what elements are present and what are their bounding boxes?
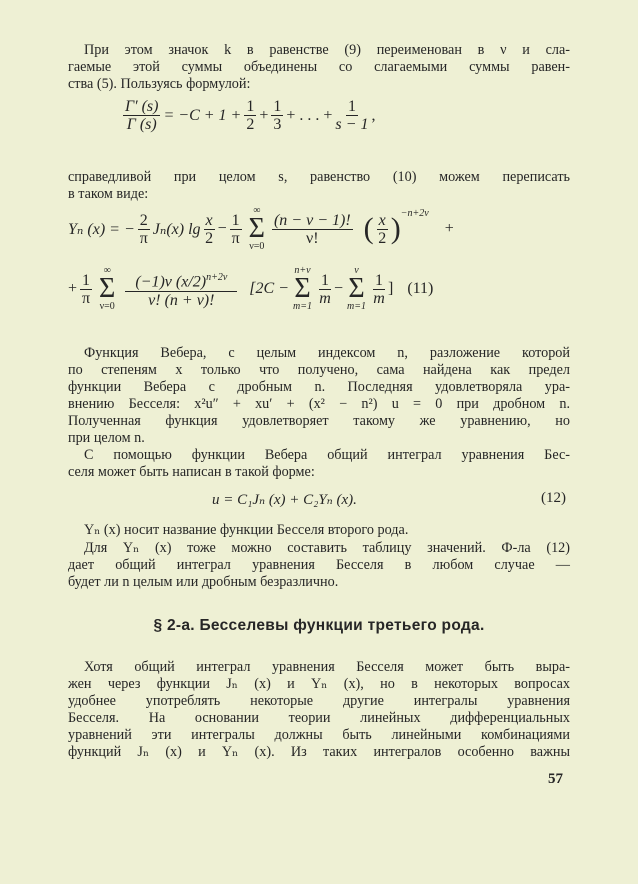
- text-line: гаемые этой суммы объединены со слагаемыми суммы равен-: [68, 59, 570, 75]
- text-line: по степеням x только что получено, сама найдена как предел: [68, 362, 570, 378]
- sum-lower: m=1: [292, 301, 312, 312]
- fraction-num: 1: [82, 271, 91, 289]
- text-line: дает общий интеграл уравнения Бесселя в любом случае —: [68, 557, 570, 573]
- formula-text: [2C −: [249, 280, 289, 297]
- page-number: 57: [548, 771, 563, 787]
- fraction-den: ν! (n + ν)!: [148, 291, 215, 309]
- text-line: в таком виде:: [68, 186, 149, 202]
- text-line: Бесселя. На основании теории линейных дифференциальных: [68, 710, 570, 726]
- text-line: Для Yₙ (x) тоже можно составить таблицу значений. Ф-ла (12): [84, 540, 570, 556]
- text-line: удобнее употреблять некоторые другие интегралы уравнения: [68, 693, 570, 709]
- fraction-den: m: [373, 289, 385, 307]
- fraction-den: π: [139, 229, 148, 247]
- fraction-num: Γ′ (s): [125, 98, 159, 115]
- sum-lower: ν=0: [99, 301, 115, 312]
- section-heading: § 2-а. Бесселевы функции третьего рода.: [153, 617, 485, 634]
- text-line: С помощью функции Вебера общий интеграл уравнения Бес-: [84, 447, 570, 463]
- sum-upper: ν: [354, 265, 359, 276]
- formula-text: Yₙ (x) = −: [68, 221, 135, 238]
- text-line: справедливой при целом s, равенство (10) можем переписать: [68, 169, 570, 185]
- text-line: ства (5). Пользуясь формулой:: [68, 76, 251, 92]
- formula-text: = −C + 1 +: [163, 106, 242, 124]
- formula-text: +: [259, 106, 269, 124]
- formula-text: −: [333, 280, 343, 297]
- fraction-den: 2: [246, 116, 255, 133]
- fraction-den: ν!: [306, 229, 319, 247]
- fraction-den: 2: [205, 229, 214, 247]
- text-line: функции Вебера с дробным n. Последняя удовлетворяла ура-: [68, 379, 570, 395]
- text-line: будет ли n целым или дробным безразлично.: [68, 574, 339, 590]
- text-line: жен через функции Jₙ (x) и Yₙ (x), но в некоторых вопросах: [68, 676, 570, 692]
- text-line: функций Jₙ (x) и Yₙ (x). Из таких интегралов особенно важны: [68, 744, 570, 760]
- text-line: Функция Вебера, с целым индексом n, разложение которой: [84, 345, 570, 361]
- summation: ∞ Σ ν=0: [248, 205, 265, 252]
- formula-text: +: [68, 280, 78, 297]
- sum-lower: ν=0: [249, 241, 265, 252]
- text-line: при целом n.: [68, 430, 145, 446]
- formula-text: Jₙ(x) lg: [152, 221, 201, 238]
- formula-text: + . . . +: [286, 106, 333, 124]
- text-line: Хотя общий интеграл уравнения Бесселя может быть выра-: [84, 659, 570, 675]
- fraction-num: (n − ν − 1)!: [273, 211, 351, 229]
- equation-number: (12): [541, 490, 566, 506]
- fraction-num: 1: [347, 98, 356, 115]
- exponent: −n+2ν: [400, 208, 429, 219]
- text-line: селя может быть написан в такой форме:: [68, 464, 315, 480]
- formula-Y: Yₙ (x) = − $\frac{2}{\pi}$ Jₙ(x) lg $\frac{x}{2}$ − $\frac{1}{\pi}$ ∞ Σ ν=0 $\frac{(n - \nu - 1)!}{\nu!}$ ( $\frac{x}{2}$ ) $^{-n+2\nu}$ +: [68, 205, 454, 252]
- formula-text: ]: [387, 280, 394, 297]
- fraction-den: s − 1: [335, 116, 369, 133]
- sum-upper: n+ν: [294, 265, 311, 276]
- summation: n+ν Σ m=1: [292, 265, 312, 312]
- formula-Y-continued: [68, 266, 433, 312]
- equation-12: u = C₁Jₙ (x) + C₂Yₙ (x).: [212, 492, 357, 508]
- gamma-formula: [120, 98, 375, 133]
- text-line: Полученная функция удовлетворяет такому же уравнению, но: [68, 413, 570, 429]
- formula-text: ,: [371, 106, 376, 124]
- fraction-den: m: [319, 289, 331, 307]
- fraction-num: x: [378, 211, 386, 229]
- fraction-num: 1: [320, 271, 329, 289]
- sum-upper: ∞: [103, 265, 111, 276]
- summation: ∞ Σ ν=0: [99, 265, 116, 312]
- sum-lower: m=1: [347, 301, 366, 312]
- text-line: Yₙ (x) носит название функции Бесселя второго рода.: [84, 522, 409, 538]
- fraction-den: π: [81, 289, 91, 307]
- fraction-num: 2: [139, 211, 148, 229]
- text-line: уравнений эти интегралы должны быть линейными комбинациями: [68, 727, 570, 743]
- fraction-den: 2: [378, 229, 387, 247]
- fraction-num: 1: [273, 98, 282, 115]
- fraction-num: 1: [231, 211, 240, 229]
- text-line: внению Бесселя: x²u″ + xu′ + (x² − n²) u = 0 при дробном n.: [68, 396, 570, 412]
- formula-text: −: [217, 220, 227, 237]
- fraction-den: 3: [273, 116, 282, 133]
- fraction-den: Γ (s): [126, 116, 157, 133]
- formula-text: +: [444, 220, 454, 237]
- equation-number: (11): [407, 280, 434, 297]
- fraction-num: 1: [374, 271, 383, 289]
- fraction-num: 1: [246, 98, 255, 115]
- fraction-den: π: [231, 229, 240, 247]
- sum-upper: ∞: [253, 205, 261, 216]
- summation: ν Σ m=1: [347, 265, 366, 312]
- fraction-num: (−1)ν (x/2): [135, 273, 207, 291]
- fraction-num: x: [205, 211, 213, 229]
- exponent: n+2ν: [206, 272, 228, 284]
- text-line: При этом значок k в равенстве (9) переименован в ν и сла-: [84, 42, 570, 58]
